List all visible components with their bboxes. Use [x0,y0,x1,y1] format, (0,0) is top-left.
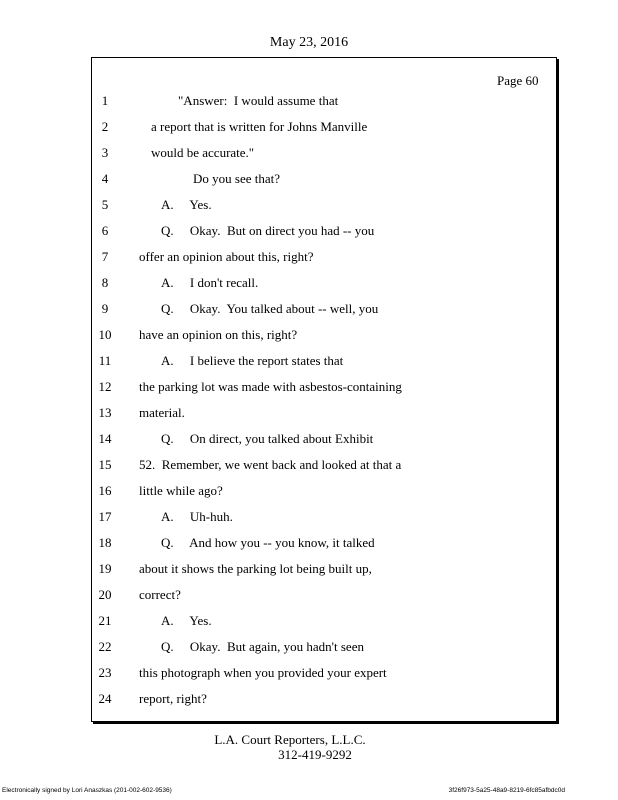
line-number: 11 [98,353,112,368]
line-number: 18 [98,535,112,550]
transcript-line [0,586,618,604]
line-text: offer an opinion about this, right? [139,249,314,264]
transcript-line [0,326,618,344]
transcript-line [0,274,618,292]
line-number: 13 [98,405,112,420]
line-text: this photograph when you provided your expert [139,665,387,680]
transcript-line [0,638,618,656]
transcript-line [0,352,618,370]
line-number: 4 [101,171,109,186]
transcript-line [0,248,618,266]
reporter-company: L.A. Court Reporters, L.L.C. [214,732,366,747]
line-number: 6 [101,223,109,238]
transcript-line [0,378,618,396]
line-text: material. [139,405,185,420]
transcript-line [0,144,618,162]
line-number: 1 [101,93,109,108]
line-number: 16 [98,483,112,498]
transcript-line [0,508,618,526]
line-text: have an opinion on this, right? [139,327,298,342]
transcript-line [0,300,618,318]
line-number: 10 [98,327,112,342]
transcript-line [0,612,618,630]
line-text: "Answer: I would assume that [178,93,339,108]
line-text: Q. Okay. But again, you hadn't seen [161,639,364,654]
line-text: A. I don't recall. [161,275,259,290]
line-number: 14 [98,431,112,446]
line-number: 21 [98,613,112,628]
transcript-line [0,690,618,708]
line-text: A. Uh-huh. [161,509,233,524]
page-number: Page 60 [497,73,539,88]
reporter-phone: 312-419-9292 [278,747,352,762]
line-text: Q. Okay. You talked about -- well, you [161,301,379,316]
line-number: 9 [101,301,109,316]
line-text: A. I believe the report states that [161,353,344,368]
line-number: 7 [101,249,109,264]
transcript-line [0,196,618,214]
line-text: Do you see that? [193,171,281,186]
line-text: report, right? [139,691,207,706]
transcript-line [0,430,618,448]
document-id: 3f26f973-5a25-48a9-8219-6fc85afbdc0d [448,787,565,794]
line-number: 24 [98,691,112,706]
transcript-line [0,170,618,188]
transcript-line [0,222,618,240]
line-text: little while ago? [139,483,223,498]
line-number: 3 [101,145,109,160]
line-text: 52. Remember, we went back and looked at that a [139,457,402,472]
transcript-line [0,118,618,136]
transcript-line [0,456,618,474]
line-number: 22 [98,639,112,654]
line-text: a report that is written for Johns Manville [151,119,368,134]
line-number: 17 [98,509,112,524]
transcript-line [0,482,618,500]
transcript-line [0,534,618,552]
line-number: 12 [98,379,112,394]
line-number: 19 [98,561,112,576]
line-text: would be accurate." [151,145,255,160]
transcript-line [0,664,618,682]
line-text: A. Yes. [161,613,212,628]
line-number: 15 [98,457,112,472]
transcript-date: May 23, 2016 [269,35,349,50]
line-text: A. Yes. [161,197,212,212]
line-text: the parking lot was made with asbestos-containing [139,379,402,394]
transcript-line [0,92,618,110]
line-text: Q. And how you -- you know, it talked [161,535,375,550]
electronic-signature-note: Electronically signed by Lori Anaszkas (201-002-602-9536) [2,787,172,794]
line-text: Q. Okay. But on direct you had -- you [161,223,375,238]
line-number: 5 [101,197,109,212]
line-number: 23 [98,665,112,680]
transcript-line [0,560,618,578]
transcript-line [0,404,618,422]
line-number: 2 [101,119,109,134]
line-number: 20 [98,587,112,602]
line-text: Q. On direct, you talked about Exhibit [161,431,374,446]
line-number: 8 [101,275,109,290]
line-text: about it shows the parking lot being built up, [139,561,372,576]
line-text: correct? [139,587,181,602]
